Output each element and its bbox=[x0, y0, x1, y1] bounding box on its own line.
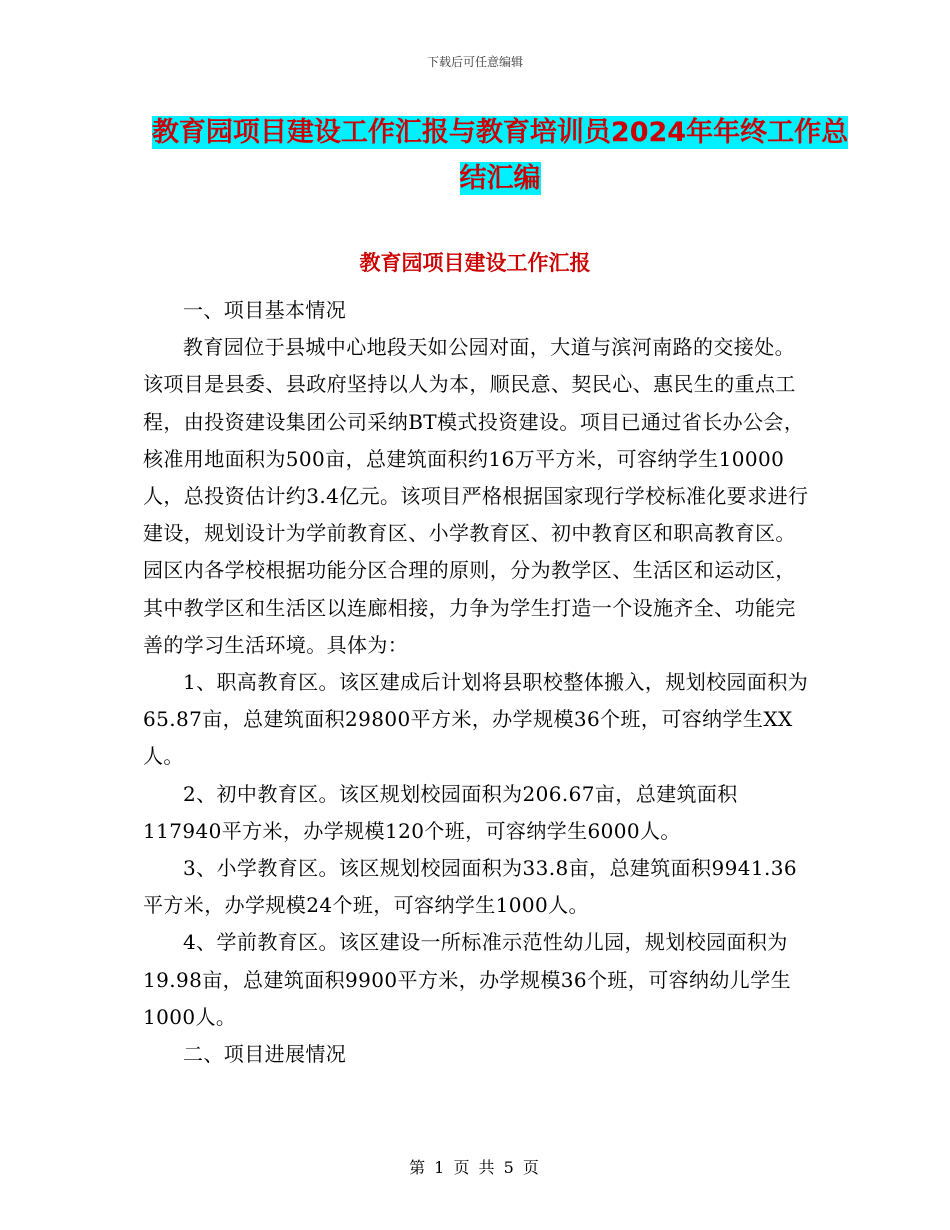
section-title: 教育园项目建设工作汇报 bbox=[359, 251, 591, 275]
paragraph-vocational-zone: 1、职高教育区。该区建成后计划将县职校整体搬入，规划校园面积为65.87亩，总建筑面积29800平方米，办学规模36个班，可容纳学生XX人。 bbox=[143, 670, 809, 769]
page-header-note: 下载后可任意编辑 bbox=[426, 55, 523, 69]
paragraph-primary-school-zone: 3、小学教育区。该区规划校园面积为33.8亩，总建筑面积9941.36平方米，办学规模24个班，可容纳学生1000人。 bbox=[143, 856, 797, 918]
paragraph-overview: 教育园位于县城中心地段天如公园对面，大道与滨河南路的交接处。该项目是县委、县政府坚持以人为本，顺民意、契民心、惠民生的重点工程，由投资建设集团公司采纳BT模式投资建设。项目已通过省长办公会，核准用地面积为500亩，总建筑面积约16万平方米，可容纳学生10000人，总投资估计约3.4亿元。该项目严格根据国家现行学校标准化要求进行建设，规划设计为学前教育区、小学教育区、初中教育区和职高教育区。园区内各学校根据功能分区合理的原则，分为教学区、生活区和运动区，其中教学区和生活区以连廊相接，力争为学生打造一个设施齐全、功能完善的学习生活环境。具体为： bbox=[143, 335, 809, 657]
paragraph-middle-school-zone: 2、初中教育区。该区规划校园面积为206.67亩，总建筑面积117940平方米，办学规模120个班，可容纳学生6000人。 bbox=[143, 781, 738, 843]
page-number: 第 1 页 共 5 页 bbox=[409, 1158, 541, 1177]
document-body bbox=[143, 292, 813, 1073]
document-title bbox=[140, 110, 860, 202]
document-title-text: 教育园项目建设工作汇报与教育培训员2024年年终工作总结汇编 bbox=[151, 117, 849, 194]
heading-basic-info: 一、项目基本情况 bbox=[183, 298, 347, 322]
paragraph-preschool-zone: 4、学前教育区。该区建设一所标准示范性幼儿园，规划校园面积为19.98亩，总建筑面积9900平方米，办学规模36个班，可容纳幼儿学生1000人。 bbox=[143, 930, 792, 1029]
heading-progress: 二、项目进展情况 bbox=[183, 1042, 347, 1067]
